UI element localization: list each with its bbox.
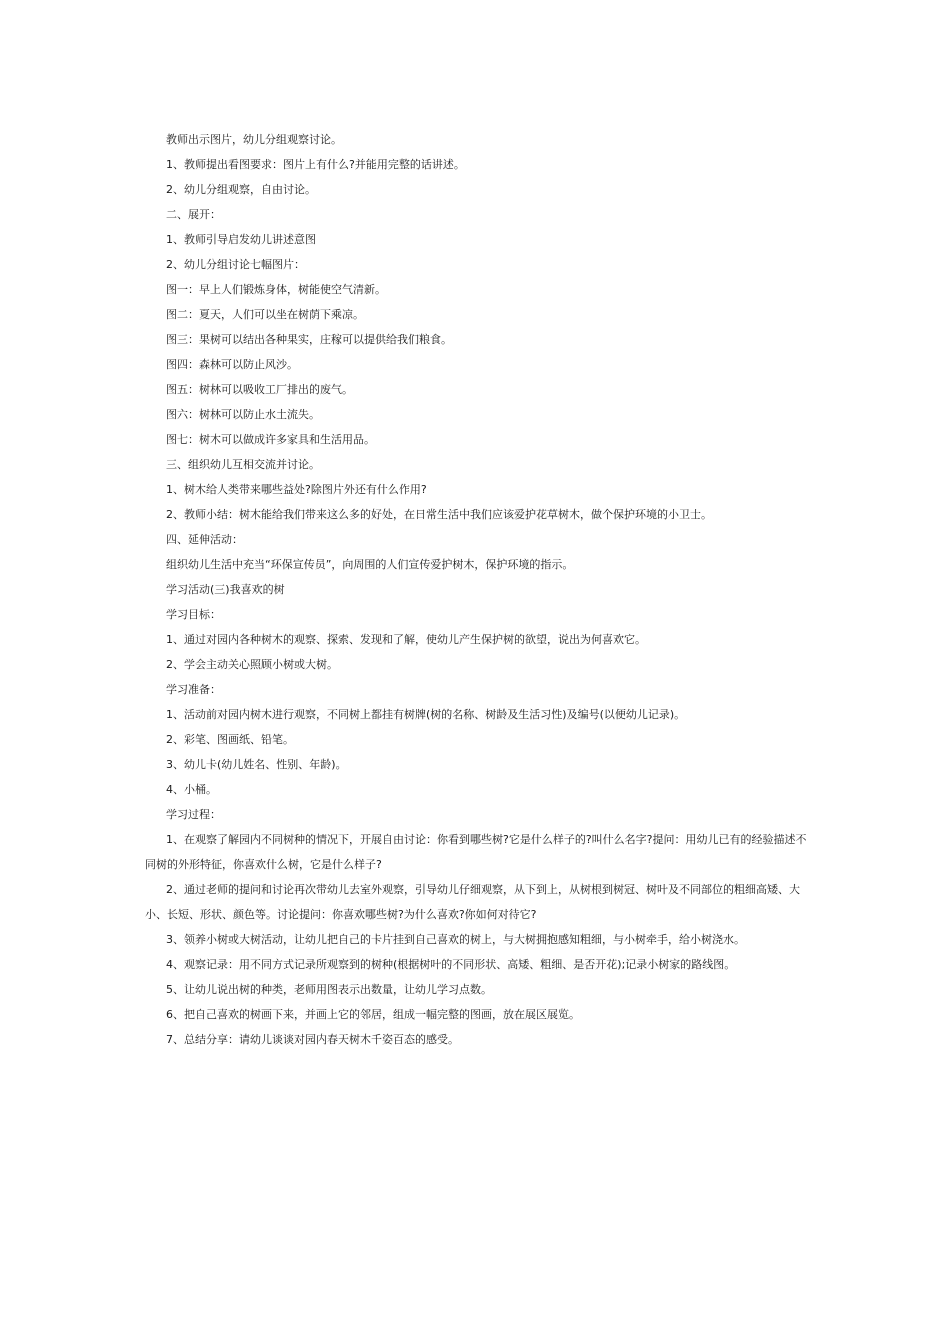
paragraph: 3、幼儿卡(幼儿姓名、性别、年龄)。 <box>166 758 347 771</box>
section-heading: 学习准备： <box>166 683 221 696</box>
paragraph: 7、总结分享：请幼儿谈谈对园内春天树木千姿百态的感受。 <box>166 1033 459 1046</box>
section-heading: 学习过程： <box>166 808 221 821</box>
section-heading: 学习活动(三)我喜欢的树 <box>166 583 285 596</box>
paragraph: 组织幼儿生活中充当“环保宣传员”，向周围的人们宣传爱护树木，保护环境的指示。 <box>166 558 574 571</box>
paragraph: 1、活动前对园内树木进行观察，不同树上都挂有树牌(树的名称、树龄及生活习性)及编号(以便幼儿记录)。 <box>166 708 686 721</box>
paragraph: 1、教师提出看图要求：图片上有什么?并能用完整的话讲述。 <box>166 158 465 171</box>
document-body <box>145 127 815 1052</box>
paragraph: 2、教师小结：树木能给我们带来这么多的好处，在日常生活中我们应该爱护花草树木，做个保护环境的小卫士。 <box>166 508 712 521</box>
paragraph: 图六：树林可以防止水土流失。 <box>166 408 320 421</box>
paragraph: 4、小桶。 <box>166 783 217 796</box>
paragraph: 5、让幼儿说出树的种类，老师用图表示出数量，让幼儿学习点数。 <box>166 983 492 996</box>
paragraph: 教师出示图片，幼儿分组观察讨论。 <box>166 133 342 146</box>
paragraph: 3、领养小树或大树活动，让幼儿把自己的卡片挂到自己喜欢的树上，与大树拥抱感知粗细，与小树牵手，给小树浇水。 <box>166 933 745 946</box>
paragraph: 图二：夏天，人们可以坐在树荫下乘凉。 <box>166 308 364 321</box>
paragraph: 1、树木给人类带来哪些益处?除图片外还有什么作用? <box>166 483 427 496</box>
paragraph: 图七：树木可以做成许多家具和生活用品。 <box>166 433 375 446</box>
paragraph: 6、把自己喜欢的树画下来，并画上它的邻居，组成一幅完整的图画，放在展区展览。 <box>166 1008 580 1021</box>
paragraph: 图三：果树可以结出各种果实，庄稼可以提供给我们粮食。 <box>166 333 452 346</box>
paragraph: 2、通过老师的提问和讨论再次带幼儿去室外观察，引导幼儿仔细观察，从下到上，从树根到树冠、树叶及不同部位的粗细高矮、大小、长短、形状、颜色等。讨论提问：你喜欢哪些树?为什么喜欢?你如何对待它? <box>145 883 800 921</box>
paragraph: 图一：早上人们锻炼身体，树能使空气清新。 <box>166 283 386 296</box>
section-heading: 四、延伸活动： <box>166 533 243 546</box>
section-heading: 学习目标： <box>166 608 221 621</box>
paragraph: 2、学会主动关心照顾小树或大树。 <box>166 658 338 671</box>
paragraph: 4、观察记录：用不同方式记录所观察到的树种(根据树叶的不同形状、高矮、粗细、是否开花);记录小树家的路线图。 <box>166 958 736 971</box>
paragraph: 图四：森林可以防止风沙。 <box>166 358 298 371</box>
paragraph: 2、彩笔、图画纸、铅笔。 <box>166 733 294 746</box>
paragraph: 2、幼儿分组讨论七幅图片： <box>166 258 305 271</box>
paragraph: 1、教师引导启发幼儿讲述意图 <box>166 233 316 246</box>
section-heading: 二、展开： <box>166 208 221 221</box>
paragraph: 2、幼儿分组观察，自由讨论。 <box>166 183 316 196</box>
paragraph: 1、通过对园内各种树木的观察、探索、发现和了解，使幼儿产生保护树的欲望，说出为何喜欢它。 <box>166 633 646 646</box>
paragraph: 1、在观察了解园内不同树种的情况下，开展自由讨论：你看到哪些树?它是什么样子的?叫什么名字?提问：用幼儿已有的经验描述不同树的外形特征，你喜欢什么树，它是什么样子? <box>145 833 807 871</box>
paragraph: 图五：树林可以吸收工厂排出的废气。 <box>166 383 353 396</box>
section-heading: 三、组织幼儿互相交流并讨论。 <box>166 458 320 471</box>
